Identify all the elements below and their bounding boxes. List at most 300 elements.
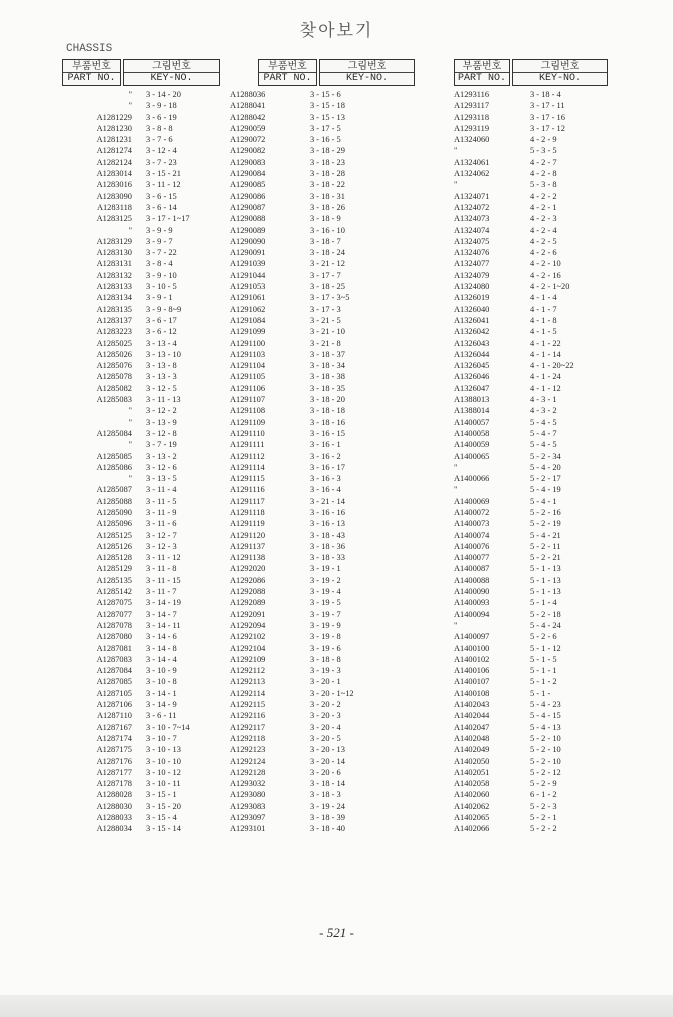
part-number: A1285087 — [96, 485, 132, 495]
table-row — [228, 315, 415, 326]
part-number: A1402049 — [454, 745, 490, 755]
table-row — [454, 710, 608, 721]
part-number: A1292124 — [230, 756, 266, 766]
table-row — [62, 665, 222, 676]
table-row — [228, 699, 415, 710]
part-number: A1400087 — [454, 564, 490, 574]
part-number: " — [454, 146, 458, 156]
table-row — [62, 417, 222, 428]
part-number: A1292089 — [230, 598, 266, 608]
table-row — [454, 620, 608, 631]
table-row — [62, 213, 222, 224]
part-number: A1292088 — [230, 587, 266, 597]
key-number: 3 - 11 - 9 — [146, 507, 177, 517]
part-number: A1288030 — [96, 801, 132, 811]
part-number: A1285142 — [96, 587, 132, 597]
table-row — [228, 530, 415, 541]
table-row — [62, 563, 222, 574]
table-row — [454, 756, 608, 767]
table-row — [454, 168, 608, 179]
table-row — [228, 225, 415, 236]
key-number: 5 - 2 - 17 — [530, 474, 561, 484]
part-number: A1290084 — [230, 169, 266, 179]
part-number: A1287077 — [96, 609, 132, 619]
table-row — [62, 484, 222, 495]
key-number: 3 - 10 - 12 — [146, 767, 181, 777]
table-row — [62, 179, 222, 190]
part-number: A1326045 — [454, 361, 490, 371]
part-number: A1402048 — [454, 733, 490, 743]
table-row — [454, 518, 608, 529]
part-no-header-en: PART NO. — [63, 72, 120, 84]
key-number: 4 - 3 - 1 — [530, 395, 557, 405]
part-no-header-en: PART NO. — [455, 72, 509, 84]
key-no-header-en: KEY-NO. — [320, 72, 414, 84]
part-number: A1293101 — [230, 824, 266, 834]
part-number: " — [454, 485, 458, 495]
key-number: 3 - 20 - 1 — [310, 677, 341, 687]
key-number: 3 - 11 - 12 — [146, 553, 181, 563]
key-number: 3 - 19 - 7 — [310, 609, 341, 619]
key-number: 3 - 15 - 14 — [146, 824, 181, 834]
table-row — [454, 258, 608, 269]
key-number: 3 - 18 - 39 — [310, 813, 345, 822]
index-rows — [62, 89, 222, 835]
part-number: A1287075 — [96, 598, 132, 608]
key-number: 3 - 19 - 4 — [310, 587, 341, 597]
table-row — [62, 371, 222, 382]
table-row — [228, 541, 415, 552]
part-number: A1402065 — [454, 813, 490, 822]
key-number: 4 - 1 - 8 — [530, 315, 557, 325]
table-row — [228, 157, 415, 168]
part-number: A1291114 — [230, 462, 265, 472]
table-row — [228, 665, 415, 676]
table-row — [228, 462, 415, 473]
key-number: 3 - 17 - 7 — [310, 270, 341, 280]
part-number: A1290059 — [230, 123, 266, 133]
table-row — [62, 304, 222, 315]
part-number: A1285083 — [96, 395, 132, 405]
part-number: A1324077 — [454, 259, 490, 269]
key-number: 3 - 10 - 11 — [146, 779, 181, 789]
part-number: " — [454, 620, 458, 630]
table-row — [62, 394, 222, 405]
part-number: A1326043 — [454, 338, 490, 348]
key-number: 4 - 1 - 5 — [530, 327, 557, 337]
table-row — [454, 405, 608, 416]
key-number: 3 - 13 - 5 — [146, 474, 177, 484]
table-row — [62, 654, 222, 665]
part-number: A1288034 — [96, 824, 132, 834]
table-row — [454, 383, 608, 394]
key-number: 3 - 11 - 15 — [146, 575, 181, 585]
table-row — [228, 801, 415, 812]
key-number: 3 - 11 - 5 — [146, 496, 177, 506]
key-number: 3 - 16 - 15 — [310, 428, 345, 438]
key-number: 3 - 14 - 4 — [146, 654, 177, 664]
key-no-header-kr: 그림번호 — [152, 61, 191, 72]
part-number: A1293116 — [454, 90, 490, 99]
table-row — [228, 292, 415, 303]
part-number: A1400090 — [454, 587, 490, 597]
part-number: A1324062 — [454, 169, 490, 179]
table-row — [62, 597, 222, 608]
part-number: " — [128, 417, 132, 427]
key-number: 3 - 16 - 4 — [310, 485, 341, 495]
key-no-header-kr: 그림번호 — [540, 61, 580, 72]
key-number: 3 - 18 - 25 — [310, 282, 345, 292]
key-number: 3 - 19 - 9 — [310, 620, 341, 630]
key-number: 5 - 1 - 2 — [530, 677, 557, 687]
table-row — [62, 722, 222, 733]
key-number: 3 - 17 - 11 — [530, 101, 565, 111]
part-number: A1290083 — [230, 157, 266, 167]
part-number: A1283129 — [96, 236, 132, 246]
table-row — [62, 89, 222, 100]
part-number: A1292091 — [230, 609, 266, 619]
table-row — [454, 304, 608, 315]
table-row — [62, 100, 222, 111]
table-row — [454, 213, 608, 224]
key-number: 3 - 20 - 3 — [310, 711, 341, 721]
part-number: A1291111 — [230, 440, 265, 450]
key-number: 4 - 1 - 22 — [530, 338, 561, 348]
table-row — [62, 518, 222, 529]
key-number: 3 - 7 - 23 — [146, 157, 177, 167]
key-number: 5 - 2 - 10 — [530, 733, 561, 743]
key-number: 3 - 16 - 17 — [310, 462, 345, 472]
table-row — [454, 733, 608, 744]
key-number: 3 - 17 - 12 — [530, 123, 565, 133]
key-number: 3 - 20 - 4 — [310, 722, 341, 732]
column-header — [62, 59, 222, 86]
part-number: A1290087 — [230, 202, 266, 212]
key-number: 3 - 18 - 36 — [310, 541, 345, 551]
key-number: 3 - 16 - 16 — [310, 507, 345, 517]
key-number: 3 - 6 - 15 — [146, 191, 177, 201]
table-row — [62, 270, 222, 281]
key-number: 3 - 15 - 1 — [146, 790, 177, 800]
part-number: A1287174 — [96, 733, 132, 743]
key-number: 3 - 19 - 3 — [310, 666, 341, 676]
part-number: A1400059 — [454, 440, 490, 450]
part-number: A1287080 — [96, 632, 132, 642]
part-number: A1287085 — [96, 677, 132, 687]
table-row — [454, 428, 608, 439]
key-number: 5 - 1 - 13 — [530, 587, 561, 597]
table-row — [228, 405, 415, 416]
part-number: A1326044 — [454, 349, 490, 359]
table-row — [228, 191, 415, 202]
table-row — [62, 281, 222, 292]
key-number: 3 - 20 - 13 — [310, 745, 345, 755]
part-number: A1292094 — [230, 620, 266, 630]
part-number: A1400108 — [454, 688, 490, 698]
table-row — [228, 349, 415, 360]
part-no-header-kr: 부품번호 — [462, 61, 502, 72]
part-number: A1287105 — [96, 688, 132, 698]
table-row — [228, 100, 415, 111]
key-number: 3 - 12 - 3 — [146, 541, 177, 551]
key-number: 3 - 14 - 6 — [146, 632, 177, 642]
part-number: A1285125 — [96, 530, 132, 540]
key-number: 3 - 16 - 1 — [310, 440, 341, 450]
table-row — [62, 496, 222, 507]
key-number: 5 - 2 - 6 — [530, 632, 557, 642]
part-number: A1291120 — [230, 530, 266, 540]
table-row — [228, 236, 415, 247]
part-number: A1400069 — [454, 496, 490, 506]
part-number: A1290072 — [230, 135, 266, 145]
key-number: 3 - 18 - 4 — [530, 90, 561, 99]
key-no-header — [319, 59, 415, 86]
part-number: A1402062 — [454, 801, 490, 811]
table-row — [62, 462, 222, 473]
table-row — [62, 202, 222, 213]
table-row — [62, 405, 222, 416]
part-number: A1400094 — [454, 609, 490, 619]
part-number: A1283223 — [96, 327, 132, 337]
table-row — [454, 563, 608, 574]
part-number: A1292109 — [230, 654, 266, 664]
part-number: A1291108 — [230, 406, 266, 416]
key-number: 3 - 20 - 14 — [310, 756, 345, 766]
part-number: A1291084 — [230, 315, 266, 325]
part-number: A1282124 — [96, 157, 132, 167]
part-number: A1291044 — [230, 270, 266, 280]
key-number: 4 - 2 - 7 — [530, 157, 557, 167]
part-number: A1400097 — [454, 632, 490, 642]
table-row — [454, 812, 608, 823]
key-number: 3 - 11 - 4 — [146, 485, 177, 495]
table-row — [228, 812, 415, 823]
key-number: 3 - 6 - 11 — [146, 711, 177, 721]
key-number: 5 - 1 - 5 — [530, 654, 557, 664]
key-number: 3 - 16 - 10 — [310, 225, 345, 235]
part-number: A1283130 — [96, 248, 132, 258]
key-number: 5 - 2 - 10 — [530, 745, 561, 755]
table-row — [454, 654, 608, 665]
key-number: 3 - 21 - 5 — [310, 315, 341, 325]
part-number: A1291100 — [230, 338, 266, 348]
key-no-header — [123, 59, 220, 86]
table-row — [62, 439, 222, 450]
part-number: A1287083 — [96, 654, 132, 664]
part-number: A1285084 — [96, 428, 132, 438]
part-number: A1283134 — [96, 293, 132, 303]
table-row — [228, 756, 415, 767]
part-number: A1285129 — [96, 564, 132, 574]
part-number: A1291109 — [230, 417, 266, 427]
key-number: 3 - 15 - 6 — [310, 90, 341, 99]
key-number: 3 - 9 - 7 — [146, 236, 173, 246]
table-row — [454, 586, 608, 597]
table-row — [228, 179, 415, 190]
key-number: 3 - 10 - 10 — [146, 756, 181, 766]
table-row — [62, 620, 222, 631]
part-no-header — [454, 59, 510, 86]
part-no-header-kr: 부품번호 — [268, 61, 307, 72]
key-number: 3 - 18 - 8 — [310, 654, 341, 664]
key-number: 3 - 18 - 9 — [310, 214, 341, 224]
table-row — [228, 473, 415, 484]
key-number: 4 - 2 - 2 — [530, 191, 557, 201]
key-number: 5 - 4 - 5 — [530, 440, 557, 450]
part-number: A1400076 — [454, 541, 490, 551]
key-number: 3 - 11 - 12 — [146, 180, 181, 190]
key-number: 3 - 13 - 9 — [146, 417, 177, 427]
table-row — [454, 744, 608, 755]
key-number: 5 - 4 - 7 — [530, 428, 557, 438]
part-number: A1400058 — [454, 428, 490, 438]
key-number: 3 - 12 - 8 — [146, 428, 177, 438]
table-row — [228, 597, 415, 608]
table-row — [454, 360, 608, 371]
table-row — [62, 145, 222, 156]
key-number: 5 - 1 - 1 — [530, 666, 557, 676]
key-number: 3 - 18 - 22 — [310, 180, 345, 190]
key-number: 4 - 2 - 4 — [530, 225, 557, 235]
table-row — [454, 247, 608, 258]
table-row — [62, 428, 222, 439]
part-number: A1283137 — [96, 315, 132, 325]
key-number: 4 - 2 - 3 — [530, 214, 557, 224]
part-number: A1292117 — [230, 722, 266, 732]
table-row — [62, 586, 222, 597]
key-number: 5 - 1 - 12 — [530, 643, 561, 653]
table-row — [454, 496, 608, 507]
key-number: 3 - 18 - 20 — [310, 395, 345, 405]
table-row — [454, 789, 608, 800]
table-row — [228, 213, 415, 224]
key-number: 5 - 2 - 2 — [530, 824, 557, 834]
key-number: 3 - 10 - 5 — [146, 282, 177, 292]
table-row — [454, 89, 608, 100]
table-row — [454, 338, 608, 349]
part-number: A1287110 — [96, 711, 132, 721]
key-number: 3 - 18 - 33 — [310, 553, 345, 563]
key-number: 3 - 20 - 1~12 — [310, 688, 354, 698]
key-number: 5 - 2 - 3 — [530, 801, 557, 811]
part-number: A1283133 — [96, 282, 132, 292]
table-row — [228, 338, 415, 349]
table-row — [62, 247, 222, 258]
table-row — [62, 473, 222, 484]
table-row — [228, 643, 415, 654]
part-number: A1402060 — [454, 790, 490, 800]
table-row — [454, 191, 608, 202]
table-row — [228, 281, 415, 292]
part-number: " — [454, 462, 458, 472]
key-number: 4 - 1 - 24 — [530, 372, 561, 382]
part-number: A1288028 — [96, 790, 132, 800]
part-number: A1400102 — [454, 654, 490, 664]
part-number: " — [128, 440, 132, 450]
key-number: 3 - 10 - 7 — [146, 733, 177, 743]
key-number: 3 - 10 - 9 — [146, 666, 177, 676]
part-number: A1287106 — [96, 700, 132, 710]
table-row — [228, 89, 415, 100]
part-number: " — [128, 90, 132, 99]
table-row — [228, 654, 415, 665]
key-number: 3 - 16 - 2 — [310, 451, 341, 461]
key-number: 3 - 15 - 21 — [146, 169, 181, 179]
key-number: 5 - 2 - 1 — [530, 813, 557, 822]
key-number: 3 - 11 - 7 — [146, 587, 177, 597]
part-number: A1324079 — [454, 270, 490, 280]
part-number: A1388014 — [454, 406, 490, 416]
table-row — [228, 247, 415, 258]
table-row — [228, 767, 415, 778]
part-no-header-en: PART NO. — [259, 72, 316, 84]
key-number: 5 - 1 - — [530, 688, 551, 698]
key-number: 5 - 2 - 10 — [530, 756, 561, 766]
part-number: A1291110 — [230, 428, 265, 438]
table-row — [228, 112, 415, 123]
page-number: - 521 - — [319, 925, 354, 940]
part-number: A1291112 — [230, 451, 265, 461]
part-number: A1287084 — [96, 666, 132, 676]
part-number: A1290090 — [230, 236, 266, 246]
table-row — [228, 145, 415, 156]
key-number: 3 - 18 - 38 — [310, 372, 345, 382]
part-number: A1287175 — [96, 745, 132, 755]
key-number: 3 - 7 - 22 — [146, 248, 177, 258]
table-row — [454, 202, 608, 213]
part-number: A1324073 — [454, 214, 490, 224]
table-row — [228, 586, 415, 597]
key-number: 3 - 14 - 19 — [146, 598, 181, 608]
part-number: A1283118 — [96, 202, 132, 212]
key-number: 3 - 16 - 5 — [310, 135, 341, 145]
key-number: 5 - 2 - 34 — [530, 451, 561, 461]
table-row — [228, 688, 415, 699]
key-number: 3 - 21 - 14 — [310, 496, 345, 506]
table-row — [454, 145, 608, 156]
part-number: A1291053 — [230, 282, 266, 292]
part-number: A1402066 — [454, 824, 490, 834]
part-number: A1400088 — [454, 575, 490, 585]
part-no-header-kr: 부품번호 — [72, 61, 111, 72]
table-row — [228, 202, 415, 213]
key-number: 4 - 1 - 20~22 — [530, 361, 574, 371]
part-number: A1291119 — [230, 519, 265, 529]
part-number: A1285096 — [96, 519, 132, 529]
key-number: 5 - 1 - 4 — [530, 598, 557, 608]
key-number: 3 - 6 - 12 — [146, 327, 177, 337]
part-number: A1400073 — [454, 519, 490, 529]
key-number: 3 - 18 - 24 — [310, 248, 345, 258]
index-column-2 — [230, 59, 415, 835]
key-number: 3 - 6 - 14 — [146, 202, 177, 212]
key-number: 4 - 1 - 4 — [530, 293, 557, 303]
key-number: 4 - 1 - 14 — [530, 349, 561, 359]
part-number: " — [128, 474, 132, 484]
table-row — [228, 394, 415, 405]
table-row — [62, 157, 222, 168]
part-number: A1292112 — [230, 666, 266, 676]
table-row — [62, 823, 222, 834]
table-row — [62, 744, 222, 755]
key-number: 3 - 14 - 1 — [146, 688, 177, 698]
key-no-header-en: KEY-NO. — [513, 72, 607, 84]
part-number: A1291117 — [230, 496, 265, 506]
part-number: A1400106 — [454, 666, 490, 676]
table-row — [62, 710, 222, 721]
key-number: 5 - 4 - 5 — [530, 417, 557, 427]
table-row — [228, 563, 415, 574]
